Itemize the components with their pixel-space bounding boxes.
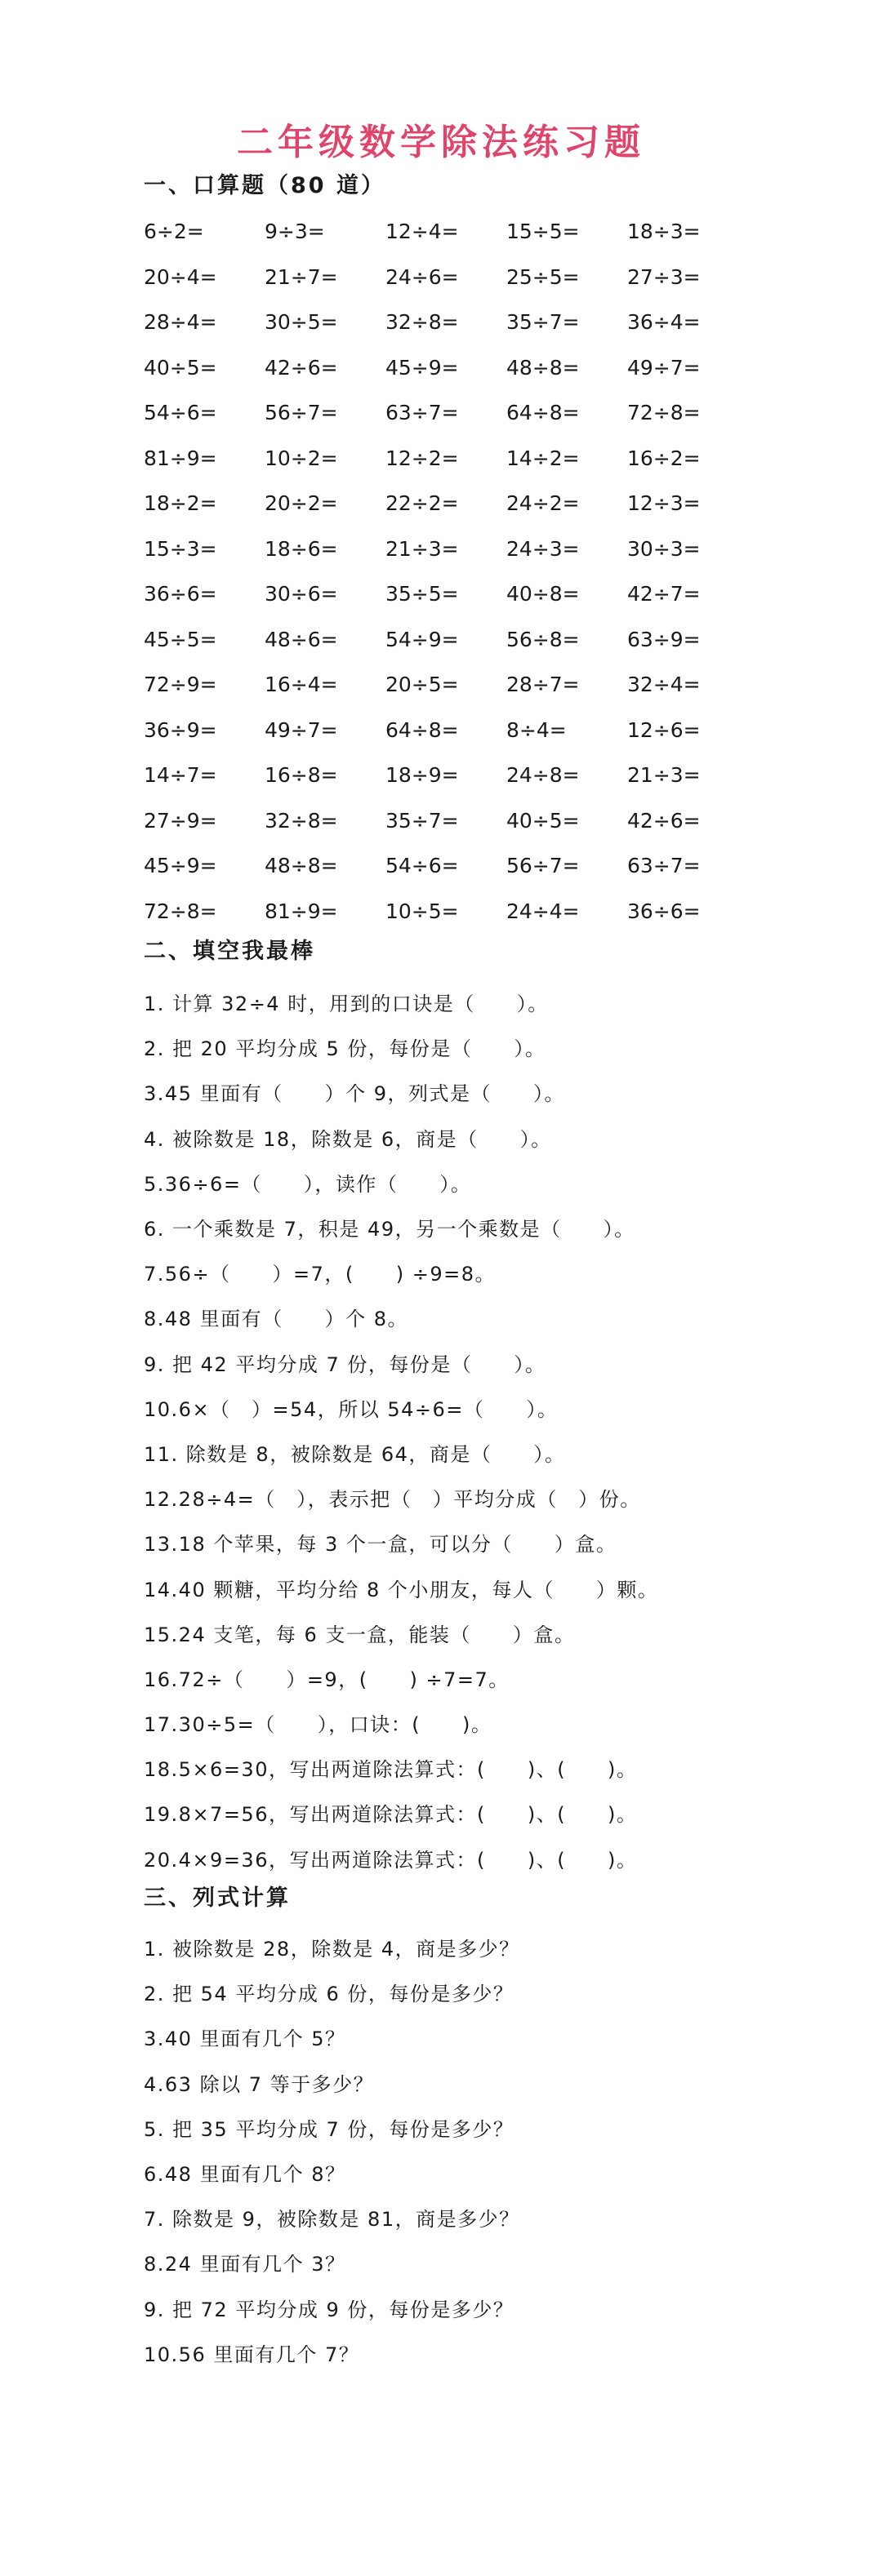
fill-in-question: 3.45 里面有（ ）个 9，列式是（ ）。 <box>144 1082 565 1106</box>
mental-math-problem: 21÷3= <box>627 763 701 788</box>
section-heading-fill-in: 二、填空我最棒 <box>144 939 315 964</box>
fill-in-question: 4. 被除数是 18，除数是 6，商是（ ）。 <box>144 1127 552 1151</box>
mental-math-problem: 63÷7= <box>385 401 459 425</box>
mental-math-problem: 20÷4= <box>144 264 217 289</box>
mental-math-row <box>144 300 781 345</box>
mental-math-row <box>144 708 781 753</box>
mental-math-problem: 16÷8= <box>265 763 338 788</box>
fill-in-question: 8.48 里面有（ ）个 8。 <box>144 1308 408 1331</box>
mental-math-problem: 24÷4= <box>506 899 580 923</box>
mental-math-problem: 30÷6= <box>265 582 338 606</box>
mental-math-problem: 45÷9= <box>144 854 217 878</box>
mental-math-problem: 72÷8= <box>144 899 217 923</box>
fill-in-question: 20.4×9=36，写出两道除法算式：( )、( )。 <box>144 1848 638 1872</box>
mental-math-row <box>144 843 781 889</box>
mental-math-problem: 10÷2= <box>265 446 338 470</box>
mental-math-problem: 56÷7= <box>265 401 338 425</box>
mental-math-problem: 40÷5= <box>506 808 580 833</box>
fill-in-question: 5.36÷6=（ ），读作（ ）。 <box>144 1172 472 1196</box>
mental-math-problem: 63÷7= <box>627 854 701 878</box>
mental-math-problem: 9÷3= <box>265 220 325 244</box>
mental-math-row <box>144 753 781 798</box>
fill-in-question: 14.40 颗糖，平均分给 8 个小朋友，每人（ ）颗。 <box>144 1578 659 1601</box>
mental-math-row <box>144 209 781 255</box>
mental-math-row <box>144 889 781 935</box>
mental-math-problem: 40÷8= <box>506 582 580 606</box>
mental-math-problem: 81÷9= <box>265 899 338 923</box>
mental-math-row <box>144 571 781 617</box>
mental-math-problem: 21÷7= <box>265 264 338 289</box>
mental-math-problem: 28÷4= <box>144 310 217 335</box>
mental-math-problem: 6÷2= <box>144 220 204 244</box>
mental-math-problem: 21÷3= <box>385 536 459 561</box>
fill-in-question: 16.72÷（ ）=9，( ) ÷7=7。 <box>144 1668 510 1691</box>
mental-math-problem: 72÷8= <box>627 401 701 425</box>
mental-math-problem: 24÷6= <box>385 264 459 289</box>
fill-in-question: 18.5×6=30，写出两道除法算式：( )、( )。 <box>144 1758 638 1782</box>
mental-math-row <box>144 617 781 663</box>
word-problem-question: 1. 被除数是 28，除数是 4，商是多少？ <box>144 1938 520 1961</box>
fill-in-question: 6. 一个乘数是 7，积是 49，另一个乘数是（ ）。 <box>144 1218 635 1241</box>
mental-math-problem: 30÷3= <box>627 536 701 561</box>
mental-math-row <box>144 526 781 572</box>
mental-math-problem: 32÷4= <box>627 673 701 697</box>
mental-math-problem: 42÷6= <box>265 355 338 380</box>
mental-math-problem: 18÷2= <box>144 491 217 516</box>
word-problem-question: 8.24 里面有几个 3？ <box>144 2253 346 2276</box>
fill-in-question: 17.30÷5=（ ），口诀：( )。 <box>144 1713 492 1737</box>
mental-math-problem: 54÷9= <box>385 627 459 651</box>
mental-math-problem: 54÷6= <box>385 854 459 878</box>
mental-math-row <box>144 481 781 526</box>
mental-math-problem: 12÷2= <box>385 446 459 470</box>
mental-math-problem: 48÷8= <box>265 854 338 878</box>
mental-math-problem: 18÷6= <box>265 536 338 561</box>
mental-math-problem: 12÷3= <box>627 491 701 516</box>
fill-in-question: 2. 把 20 平均分成 5 份，每份是（ ）。 <box>144 1037 546 1061</box>
mental-math-problem: 49÷7= <box>265 717 338 742</box>
page-title: 二年级数学除法练习题 <box>237 122 645 163</box>
mental-math-problem: 24÷8= <box>506 763 580 788</box>
word-problem-question: 6.48 里面有几个 8？ <box>144 2163 346 2187</box>
mental-math-problem: 36÷6= <box>144 582 217 606</box>
mental-math-problem: 42÷6= <box>627 808 701 833</box>
mental-math-problem: 36÷6= <box>627 899 701 923</box>
mental-math-problem: 14÷2= <box>506 446 580 470</box>
mental-math-problem: 14÷7= <box>144 763 217 788</box>
mental-math-problem: 64÷8= <box>506 401 580 425</box>
fill-in-question: 11. 除数是 8，被除数是 64，商是（ ）。 <box>144 1442 566 1466</box>
mental-math-problem: 24÷2= <box>506 491 580 516</box>
mental-math-grid <box>144 209 781 934</box>
mental-math-problem: 54÷6= <box>144 401 217 425</box>
mental-math-problem: 16÷2= <box>627 446 701 470</box>
mental-math-problem: 15÷5= <box>506 220 580 244</box>
mental-math-problem: 35÷7= <box>506 310 580 335</box>
mental-math-problem: 30÷5= <box>265 310 338 335</box>
word-problem-question: 9. 把 72 平均分成 9 份，每份是多少？ <box>144 2298 514 2321</box>
mental-math-problem: 72÷9= <box>144 673 217 697</box>
fill-in-list <box>144 979 846 1881</box>
mental-math-row <box>144 390 781 436</box>
word-problem-question: 5. 把 35 平均分成 7 份，每份是多少？ <box>144 2117 514 2141</box>
mental-math-problem: 49÷7= <box>627 355 701 380</box>
mental-math-problem: 32÷8= <box>385 310 459 335</box>
mental-math-problem: 35÷5= <box>385 582 459 606</box>
mental-math-row <box>144 662 781 708</box>
word-problem-list <box>144 1925 846 2375</box>
word-problem-question: 7. 除数是 9，被除数是 81，商是多少？ <box>144 2208 520 2232</box>
mental-math-problem: 48÷6= <box>265 627 338 651</box>
mental-math-problem: 48÷8= <box>506 355 580 380</box>
mental-math-problem: 64÷8= <box>385 717 459 742</box>
mental-math-problem: 16÷4= <box>265 673 338 697</box>
mental-math-problem: 56÷8= <box>506 627 580 651</box>
mental-math-problem: 20÷2= <box>265 491 338 516</box>
mental-math-problem: 12÷4= <box>385 220 459 244</box>
word-problem-question: 4.63 除以 7 等于多少？ <box>144 2072 375 2096</box>
mental-math-problem: 45÷9= <box>385 355 459 380</box>
mental-math-problem: 35÷7= <box>385 808 459 833</box>
fill-in-question: 1. 计算 32÷4 时，用到的口诀是（ ）。 <box>144 993 549 1016</box>
mental-math-problem: 27÷9= <box>144 808 217 833</box>
mental-math-problem: 12÷6= <box>627 717 701 742</box>
fill-in-question: 9. 把 42 平均分成 7 份，每份是（ ）。 <box>144 1352 546 1376</box>
fill-in-question: 15.24 支笔，每 6 支一盒，能装（ ）盒。 <box>144 1623 576 1646</box>
word-problem-question: 3.40 里面有几个 5？ <box>144 2027 346 2051</box>
mental-math-problem: 56÷7= <box>506 854 580 878</box>
fill-in-question: 12.28÷4=（ ），表示把（ ）平均分成（ ）份。 <box>144 1488 641 1512</box>
mental-math-row <box>144 255 781 300</box>
fill-in-question: 10.6×（ ）=54，所以 54÷6=（ ）。 <box>144 1397 559 1421</box>
mental-math-problem: 36÷4= <box>627 310 701 335</box>
mental-math-problem: 25÷5= <box>506 264 580 289</box>
mental-math-problem: 18÷9= <box>385 763 459 788</box>
mental-math-problem: 45÷5= <box>144 627 217 651</box>
mental-math-problem: 27÷3= <box>627 264 701 289</box>
mental-math-problem: 8÷4= <box>506 717 567 742</box>
mental-math-problem: 18÷3= <box>627 220 701 244</box>
mental-math-problem: 63÷9= <box>627 627 701 651</box>
fill-in-question: 19.8×7=56，写出两道除法算式：( )、( )。 <box>144 1803 638 1827</box>
mental-math-problem: 22÷2= <box>385 491 459 516</box>
mental-math-row <box>144 436 781 482</box>
mental-math-problem: 40÷5= <box>144 355 217 380</box>
fill-in-question: 13.18 个苹果，每 3 个一盒，可以分（ ）盒。 <box>144 1533 617 1557</box>
mental-math-problem: 42÷7= <box>627 582 701 606</box>
mental-math-problem: 10÷5= <box>385 899 459 923</box>
mental-math-problem: 28÷7= <box>506 673 580 697</box>
mental-math-problem: 32÷8= <box>265 808 338 833</box>
mental-math-problem: 15÷3= <box>144 536 217 561</box>
section-heading-mental-math: 一、口算题（80 道） <box>144 173 385 198</box>
word-problem-question: 10.56 里面有几个 7？ <box>144 2343 360 2366</box>
section-heading-word-problems: 三、列式计算 <box>144 1885 291 1911</box>
mental-math-row <box>144 345 781 391</box>
word-problem-question: 2. 把 54 平均分成 6 份，每份是多少？ <box>144 1983 514 2006</box>
mental-math-problem: 20÷5= <box>385 673 459 697</box>
fill-in-question: 7.56÷（ ）=7，( ) ÷9=8。 <box>144 1263 497 1286</box>
mental-math-problem: 81÷9= <box>144 446 217 470</box>
mental-math-row <box>144 798 781 844</box>
mental-math-problem: 36÷9= <box>144 717 217 742</box>
mental-math-problem: 24÷3= <box>506 536 580 561</box>
